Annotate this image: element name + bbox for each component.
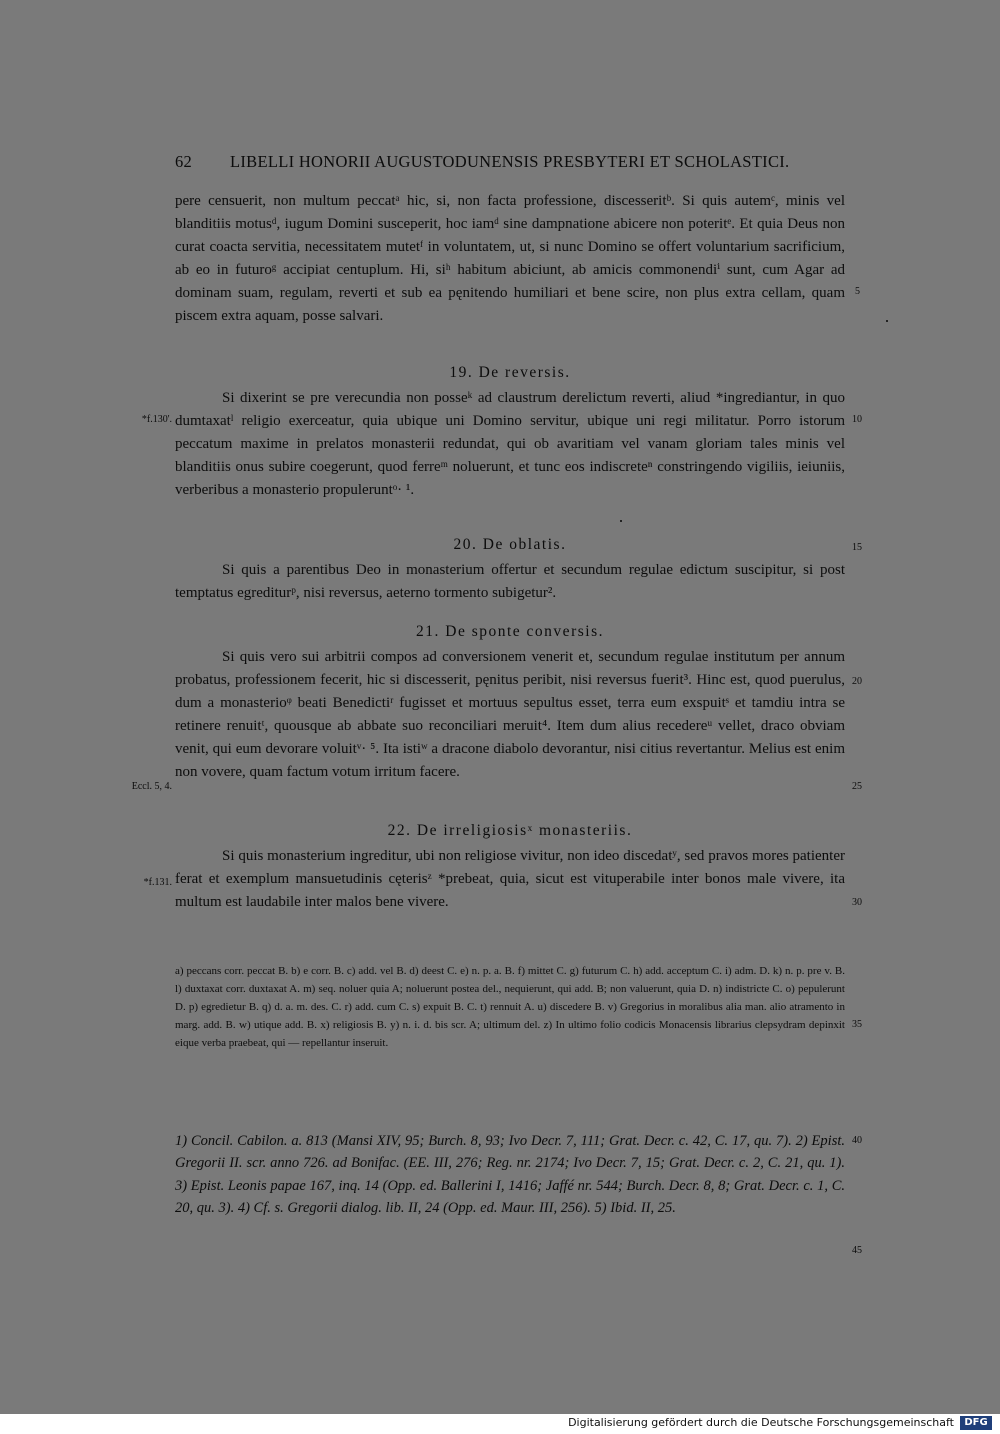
- section-21-text: Si quis vero sui arbitrii compos ad conversionem venerit et, secundum regulae institutum per annum probatus, professionem fecerit, hic si discesserit, pęnitus peribit, nisi reversus fuerit³. Hinc est, quod puerulus, dum a monasterioᵠ beati Benedictiʳ fugisset et mortuus sepultus esset, terra eum exspuitˢ et tamdiu intra se retinere renuitᵗ, quousque ab abbate suo reconciliari meruit⁴. Item dum alius recedereᵘ vellet, draco obviam venit, qui eum devorare voluitᵛ· ⁵. Ita istiʷ a dracone diabolo devorantur, nisi citius revertantur. Melius est enim non vovere, quam factum votum irritum facere.: [175, 649, 845, 780]
- paragraph-opening: [175, 190, 845, 328]
- section-21-body: [175, 646, 845, 784]
- section-20-body: [175, 559, 845, 605]
- page-header: [175, 152, 845, 176]
- page-number: 62: [175, 152, 193, 171]
- line-number-45: 45: [852, 1245, 862, 1256]
- line-number-35: 35: [852, 1019, 862, 1030]
- line-number-20: 20: [852, 676, 862, 687]
- scan-speck: [886, 320, 888, 322]
- line-number-25: 25: [852, 781, 862, 792]
- line-number-40: 40: [852, 1135, 862, 1146]
- section-20-heading: 20. De oblatis.: [453, 536, 567, 553]
- folio-note-131: *f.131.: [143, 877, 172, 888]
- scan-speck: [620, 520, 622, 522]
- folio-note-130v: *f.130'.: [141, 414, 172, 425]
- scripture-note-eccl: Eccl. 5, 4.: [131, 781, 172, 792]
- footer-bar: [0, 1414, 1000, 1434]
- paragraph-text: pere censuerit, non multum peccatᵃ hic, si, non facta professione, discesseritᵇ. Si quis autemᶜ, minis vel blanditiis motusᵈ, iugum Domini susceperit, hoc iamᵈ sine dampnatione abicere non poteritᵉ. Et quia Deus non curat coacta servitia, necessitatem mutetᶠ in voluntatem, ut, si nunc Domino se offert voluntarium sacrificium, ab eo in futuroᵍ accipiat centuplum. Hi, siʰ habitum abiciunt, ab amicis commonendiⁱ sunt, cum Agar ad dominam suam, regulam, reverti et sub ea pęnitendo humiliari et bene scire, non plus extra cellam, quam piscem extra aquam, posse salvari.: [175, 193, 845, 324]
- line-number-30: 30: [852, 897, 862, 908]
- section-19-body: [175, 387, 845, 502]
- section-19-text: Si dixerint se pre verecundia non posseᵏ ad claustrum derelictum reverti, aliud *ingrediantur, in quo dumtaxatˡ religio exerceatur, quia ubique uni Domino servitur, ubique uni regi militatur. Porro istorum peccatum maxime in prelatos monasterii redundat, qui ob avaritiam vel vanam gloriam tales minis vel blanditiis onus subire coegerunt, quod ferreᵐ noluerunt, et tunc eos indiscreteⁿ constringendo vigiliis, ieiuniis, verberibus a monasterio propuleruntᵒ· ¹.: [175, 390, 845, 498]
- section-22-text: Si quis monasterium ingreditur, ubi non religiose vivitur, non ideo discedatʸ, sed pravos mores patienter ferat et exemplum mansuetudinis cęterisᶻ *prebeat, quia, sicut est vituperabile inter bonos male vivere, ita multum est laudabile inter malos bene vivere.: [175, 848, 845, 910]
- critical-apparatus: a) peccans corr. peccat B. b) e corr. B. c) add. vel B. d) deest C. e) n. p. a. B. f) mittet C. g) futurum C. h) add. acceptum C. i) adm. D. k) n. p. pre v. B. l) duxtaxat corr. duxtaxat A. m) seq. noluer quia A; noluerunt postea del., nequierunt, qui add. B; non valuerunt, quia D. n) indistricte C. o) pepulerunt D. p) egredietur B. q) d. a. m. des. C. r) add. cum C. s) expuit B. C. t) rennuit A. u) discedere B. v) Gregorius in moralibus alia man. alio atramento in marg. add. B. w) utique add. B. x) religiosis B. y) n. i. d. bis scr. A; ultimum del. z) In ultimo folio codicis Monacensis librarius clepsydram depinxit eique verba praebeat, qui — repellantur inseruit.: [175, 965, 845, 1049]
- funding-notice: Digitalisierung gefördert durch die Deutsche Forschungsgemeinschaft: [568, 1416, 954, 1429]
- source-notes: 1) Concil. Cabilon. a. 813 (Mansi XIV, 95; Burch. 8, 93; Ivo Decr. 7, 111; Grat. Decr. c. 42, C. 17, qu. 7). 2) Epist. Gregorii II. scr. anno 726. ad Bonifac. (EE. III, 276; Reg. nr. 2174; Ivo Decr. 7, 15; Grat. Decr. c. 2, C. 21, qu. 1). 3) Epist. Leonis papae 167, inq. 14 (Opp. ed. Ballerini I, 1416; Jaffé nr. 544; Burch. Decr. 8, 8; Grat. Decr. c. 1, C. 20, qu. 3). 4) Cf. s. Gregorii dialog. lib. II, 24 (Opp. ed. Maur. III, 256). 5) Ibid. II, 25.: [175, 1133, 845, 1217]
- line-number-15: 15: [852, 542, 862, 553]
- dfg-logo: DFG: [960, 1416, 992, 1430]
- section-22-heading: 22. De irreligiosisˣ monasteriis.: [387, 822, 633, 839]
- section-20-text: Si quis a parentibus Deo in monasterium offertur et secundum regulae edictum suscipitur, si post temptatus egrediturᵖ, nisi reversus, aeterno tormento subigetur².: [175, 562, 845, 601]
- line-number-10: 10: [852, 414, 862, 425]
- section-21-heading: 21. De sponte conversis.: [416, 623, 604, 640]
- section-22-body: [175, 845, 845, 914]
- running-title: LIBELLI HONORII AUGUSTODUNENSIS PRESBYTERI ET SCHOLASTICI.: [230, 152, 790, 171]
- line-number-5: 5: [855, 286, 860, 297]
- section-19-heading: 19. De reversis.: [449, 364, 571, 381]
